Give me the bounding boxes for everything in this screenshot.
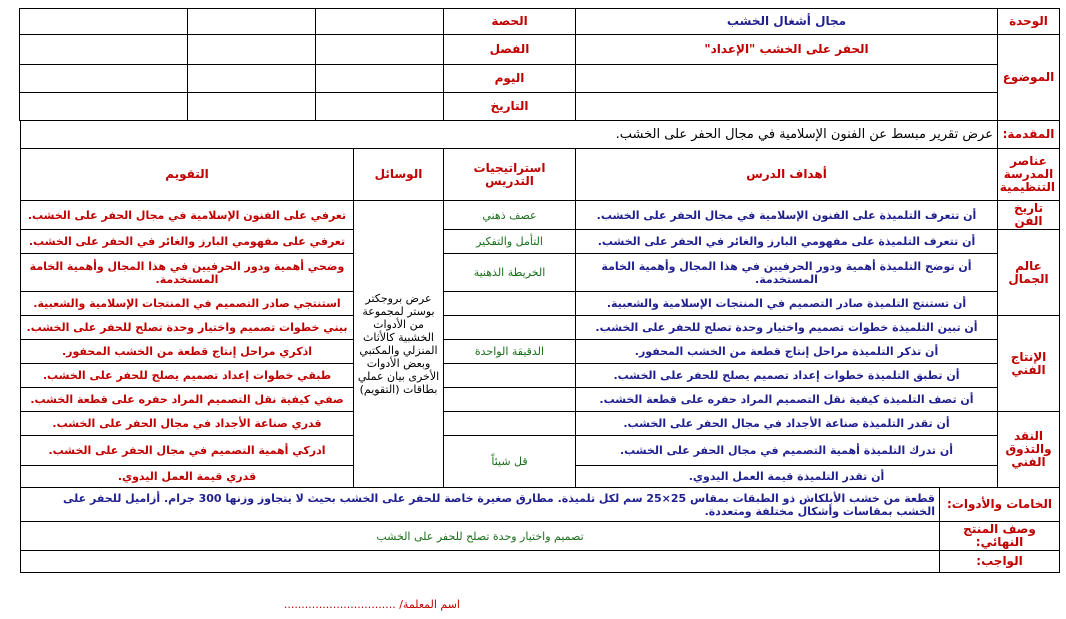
group-label: عالم الجمال (998, 230, 1060, 316)
cell-blank[interactable] (20, 65, 188, 93)
unit-value: مجال أشغال الخشب (576, 9, 998, 35)
objective: أن تطبق التلميذة خطوات إعداد تصميم يصلح للحفر على الخشب. (576, 364, 998, 388)
col-tools: الوسائل (354, 149, 444, 201)
header-table (19, 8, 1060, 121)
strategy: قل شيئاً (444, 436, 576, 488)
strategy (444, 412, 576, 436)
teacher-signature (20, 598, 460, 611)
strategy: الخريطة الذهنية (444, 254, 576, 292)
cell-blank[interactable] (188, 93, 316, 121)
strategy (444, 388, 576, 412)
strategy (444, 292, 576, 316)
evaluation: صفي كيفية نقل التصميم المراد حفره على قطعة الخشب. (21, 388, 354, 412)
teacher-dots: ................................ (283, 598, 396, 611)
group-label: الإنتاج الفني (998, 316, 1060, 412)
teacher-label: اسم المعلمة/ (399, 598, 460, 611)
objective: أن تقدر التلميذة صناعة الأجداد في مجال الحفر على الخشب. (576, 412, 998, 436)
materials-text: قطعة من خشب الأبلكاش ذو الطبقات بمقاس 25×25 سم لكل تلميذة. مطارق صغيرة خاصة للحفر على الخشب بحيث لا يتجاوز وزنها 300 جرام. أزاميل للحفر على الخشب بمقاسات وأشكال مختلفة ومتعددة. (21, 488, 940, 522)
cell-blank[interactable] (20, 93, 188, 121)
evaluation: قدري صناعة الأجداد في مجال الحفر على الخشب. (21, 412, 354, 436)
footer-table (20, 487, 1060, 573)
evaluation: اذكري مراحل إنتاج قطعة من الخشب المحفور. (21, 340, 354, 364)
cell-blank[interactable] (188, 9, 316, 35)
day-label: اليوم (444, 65, 576, 93)
cell-blank[interactable] (576, 65, 998, 93)
evaluation: تعرفي على الفنون الإسلامية في مجال الحفر على الخشب. (21, 201, 354, 230)
objective: أن تقدر التلميذة قيمة العمل اليدوي. (576, 466, 998, 488)
evaluation: ادركي أهمية التصميم في مجال الحفر على الخشب. (21, 436, 354, 466)
col-objectives: أهداف الدرس (576, 149, 998, 201)
objective: أن تتعرف التلميذة على مفهومي البارز والغائر في الحفر على الخشب. (576, 230, 998, 254)
evaluation: طبقي خطوات إعداد تصميم يصلح للحفر على الخشب. (21, 364, 354, 388)
strategy: عصف ذهني (444, 201, 576, 230)
objective: أن توضح التلميذة أهمية ودور الحرفيين في هذا المجال وأهمية الخامة المستخدمة. (576, 254, 998, 292)
group-label: النقد والتذوق الفني (998, 412, 1060, 488)
intro-label: المقدمة: (998, 121, 1060, 149)
cell-blank[interactable] (316, 9, 444, 35)
objective: أن تصف التلميذة كيفية نقل التصميم المراد حفره على قطعة الخشب. (576, 388, 998, 412)
class-label: الفصل (444, 35, 576, 65)
final-product-label: وصف المنتج النهائي: (940, 522, 1060, 551)
tools-cell: عرض بروجكتر بوستر لمجموعة من الأدوات الخشبية كالأثاث المنزلي والمكتبي وبعض الأدوات الأخرى بيان عملي بطاقات (التقويم) (354, 201, 444, 488)
cell-blank[interactable] (20, 35, 188, 65)
objective: أن تستنتج التلميذة صادر التصميم في المنتجات الإسلامية والشعبية. (576, 292, 998, 316)
homework-label: الواجب: (940, 551, 1060, 573)
objective: أن تذكر التلميذة مراحل إنتاج قطعة من الخشب المحفور. (576, 340, 998, 364)
objective: أن تبين التلميذة خطوات تصميم واختيار وحدة تصلح للحفر على الخشب. (576, 316, 998, 340)
lesson-plan (20, 8, 1060, 593)
evaluation: تعرفي على مفهومي البارز والغائر في الحفر على الخشب. (21, 230, 354, 254)
col-elements: عناصر المدرسة التنظيمية (998, 149, 1060, 201)
col-evaluation: التقويم (21, 149, 354, 201)
main-table (20, 148, 1060, 488)
strategy: التأمل والتفكير (444, 230, 576, 254)
cell-blank[interactable] (188, 65, 316, 93)
strategy (444, 364, 576, 388)
group-label: تاريخ الفن (998, 201, 1060, 230)
topic-value: الحفر على الخشب "الإعداد" (576, 35, 998, 65)
evaluation: استنتجي صادر التصميم في المنتجات الإسلامية والشعبية. (21, 292, 354, 316)
date-label: التاريخ (444, 93, 576, 121)
evaluation: بيني خطوات تصميم واختيار وحدة تصلح للحفر على الخشب. (21, 316, 354, 340)
unit-label: الوحدة (998, 9, 1060, 35)
cell-blank[interactable] (20, 9, 188, 35)
cell-blank[interactable] (316, 35, 444, 65)
strategy (444, 316, 576, 340)
objective: أن تدرك التلميذة أهمية التصميم في مجال الحفر على الخشب. (576, 436, 998, 466)
cell-blank[interactable] (316, 65, 444, 93)
objective: أن تتعرف التلميذة على الفنون الإسلامية في مجال الحفر على الخشب. (576, 201, 998, 230)
topic-label: الموضوع (998, 35, 1060, 121)
homework-field[interactable] (21, 551, 940, 573)
cell-blank[interactable] (316, 93, 444, 121)
col-strategies: استراتيجيات التدريس (444, 149, 576, 201)
intro-table (20, 120, 1060, 149)
evaluation: قدري قيمة العمل اليدوي. (21, 466, 354, 488)
session-label: الحصة (444, 9, 576, 35)
strategy: الدقيقة الواحدة (444, 340, 576, 364)
cell-blank[interactable] (188, 35, 316, 65)
cell-blank[interactable] (576, 93, 998, 121)
final-product-text: تصميم واختيار وحدة تصلح للحفر على الخشب (21, 522, 940, 551)
materials-label: الخامات والأدوات: (940, 488, 1060, 522)
intro-text: عرض تقرير مبسط عن الفنون الإسلامية في مجال الحفر على الخشب. (21, 121, 998, 149)
evaluation: وضحي أهمية ودور الحرفيين في هذا المجال وأهمية الخامة المستخدمة. (21, 254, 354, 292)
